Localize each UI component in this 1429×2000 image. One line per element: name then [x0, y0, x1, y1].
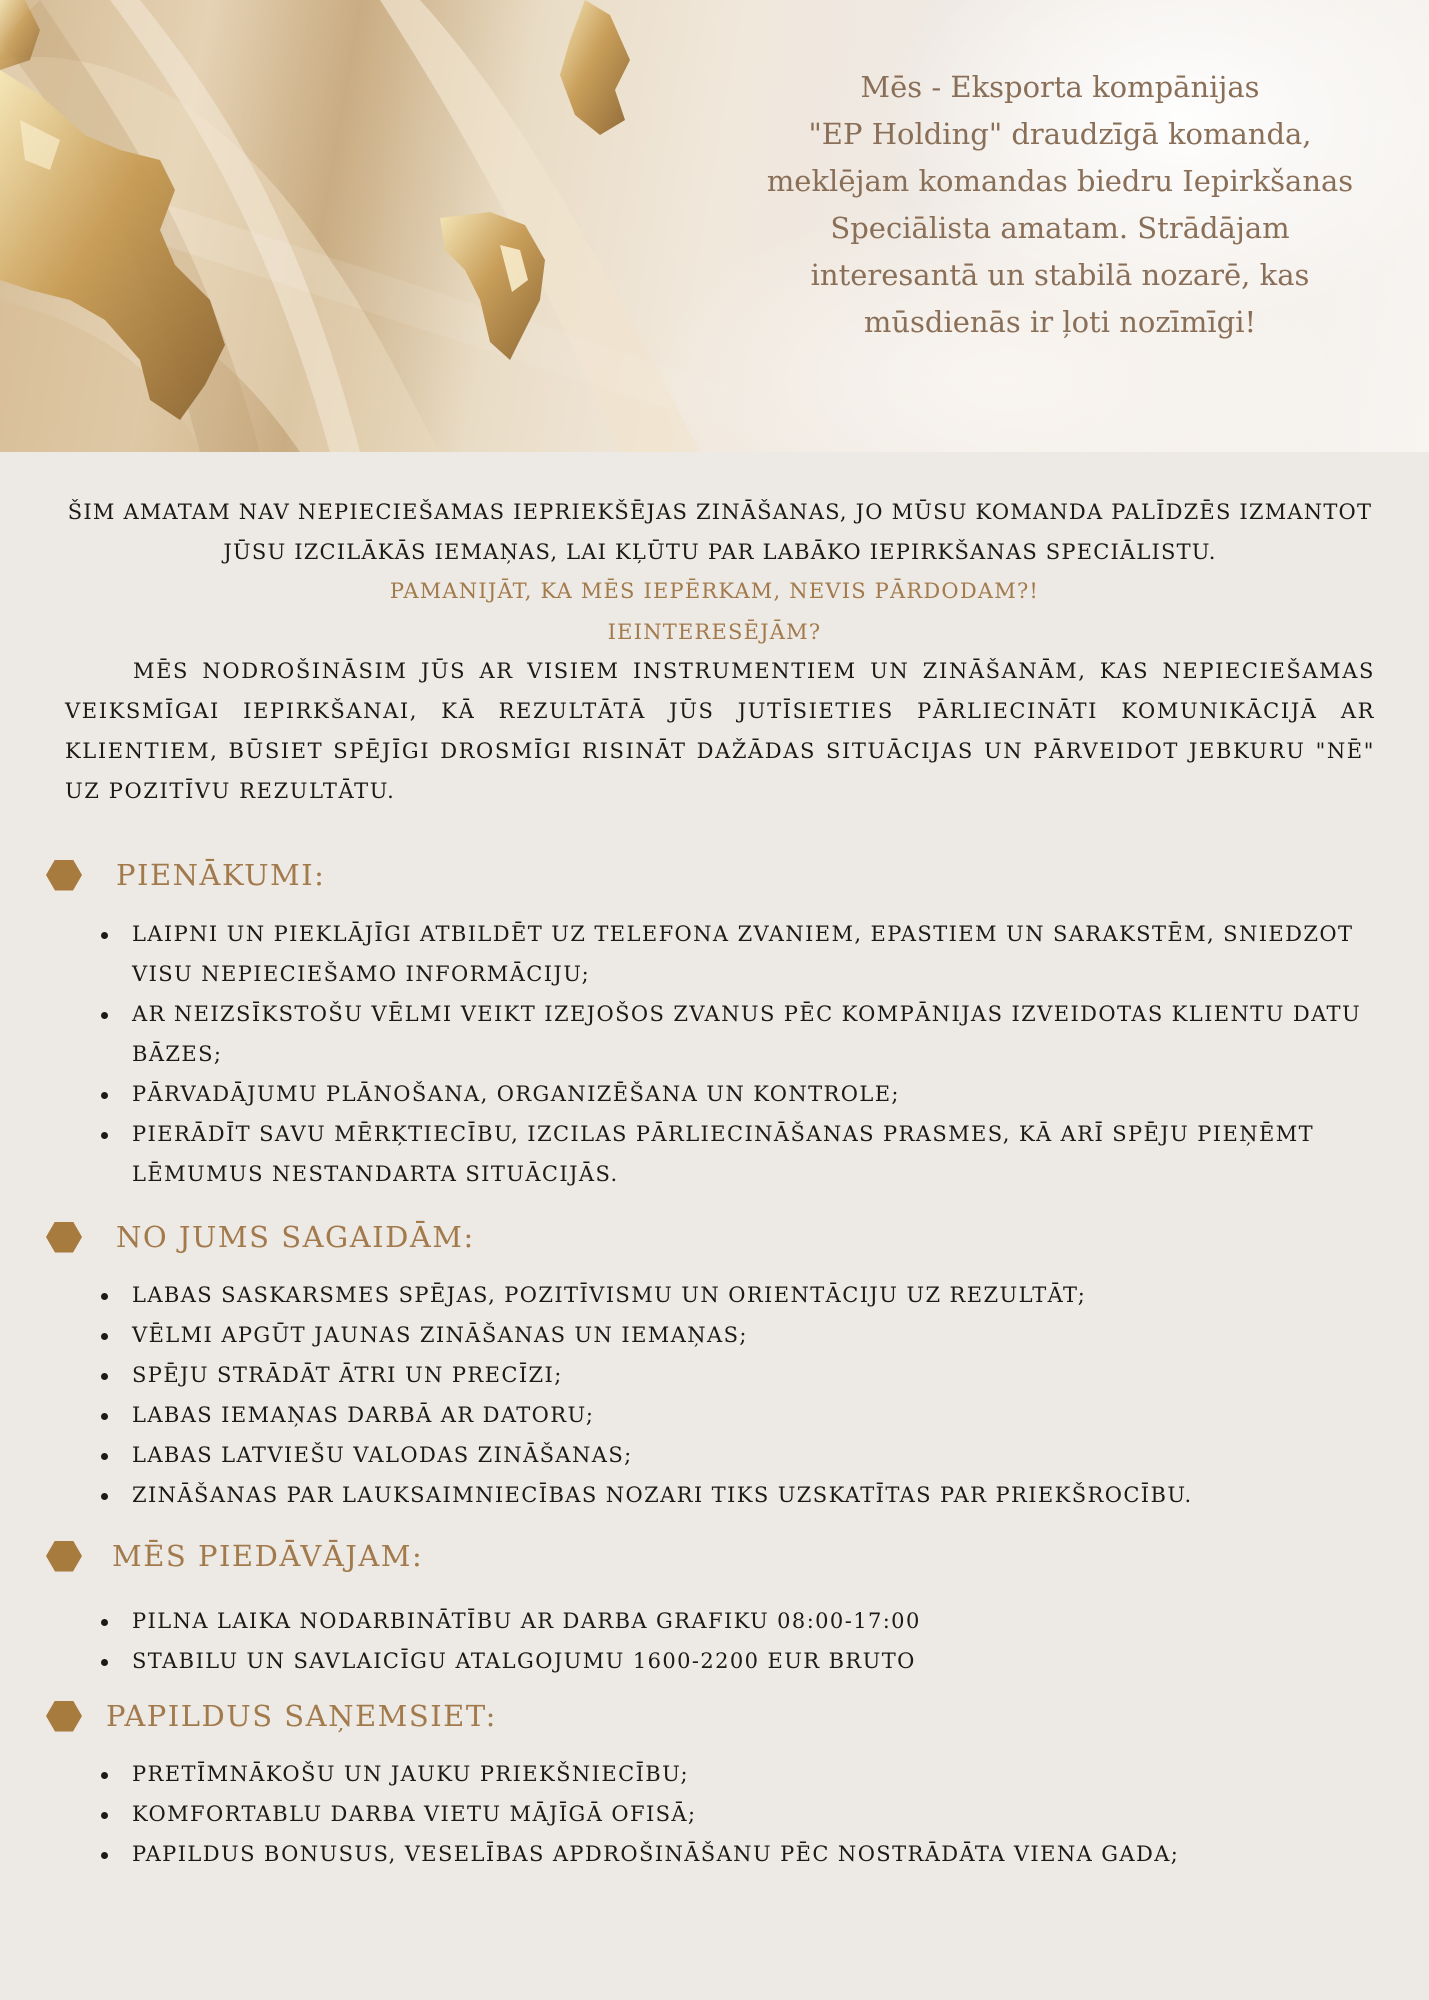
- intro-paragraph: ŠIM AMATAM NAV NEPIECIEŠAMAS IEPRIEKŠĒJAS ZINĀŠANAS, JO MŪSU KOMANDA PALĪDZĒS IZMANTOT JŪSU IZCILĀKĀS IEMAŅAS, LAI KĻŪTU PAR LABĀKO IEPIRKŠANAS SPECIĀLISTU.: [67, 500, 1373, 564]
- list-item: PIERĀDĪT SAVU MĒRĶTIECĪBU, IZCILAS PĀRLIECINĀŠANAS PRASMES, KĀ ARĪ SPĒJU PIEŅĒMT LĒMUMUS NESTANDARTA SITUĀCIJĀS.: [97, 1114, 1377, 1194]
- hero-line: Mēs - Eksporta kompānijas: [860, 70, 1260, 104]
- section-title: PIENĀKUMI:: [116, 858, 326, 892]
- hero-line: interesantā un stabilā nozarē, kas: [810, 258, 1310, 292]
- hexagon-bullet-icon: [46, 1701, 82, 1732]
- hero-line: Speciālista amatam. Strādājam: [830, 211, 1290, 245]
- list-item: LABAS IEMAŅAS DARBĀ AR DATORU;: [97, 1395, 1377, 1435]
- hero-banner: [0, 0, 1429, 452]
- offer-list: [97, 1601, 1377, 1681]
- section-header-expectations: [46, 1220, 475, 1254]
- extras-list: [97, 1754, 1377, 1874]
- hero-intro-text: [720, 64, 1400, 346]
- duties-list: [97, 914, 1377, 1194]
- intro-highlight-interest: IEINTERESĒJĀM?: [607, 620, 822, 644]
- section-header-duties: [46, 858, 325, 892]
- hero-line: "EP Holding" draudzīgā komanda,: [808, 117, 1312, 151]
- hexagon-bullet-icon: [46, 860, 82, 891]
- list-item: ZINĀŠANAS PAR LAUKSAIMNIECĪBAS NOZARI TIKS UZSKATĪTAS PAR PRIEKŠROCĪBU.: [97, 1475, 1377, 1515]
- list-item: AR NEIZSĪKSTOŠU VĒLMI VEIKT IZEJOŠOS ZVANUS PĒC KOMPĀNIJAS IZVEIDOTAS KLIENTU DATU BĀZES;: [97, 994, 1377, 1074]
- hero-line: meklējam komandas biedru Iepirkšanas: [766, 164, 1354, 198]
- hero-line: mūsdienās ir ļoti nozīmīgi!: [863, 305, 1257, 339]
- section-title: PAPILDUS SAŅEMSIET:: [106, 1699, 497, 1733]
- list-item: PAPILDUS BONUSUS, VESELĪBAS APDROŠINĀŠANU PĒC NOSTRĀDĀTA VIENA GADA;: [97, 1834, 1377, 1874]
- expectations-list: [97, 1275, 1377, 1515]
- section-title: NO JUMS SAGAIDĀM:: [116, 1220, 475, 1254]
- list-item: PILNA LAIKA NODARBINĀTĪBU AR DARBA GRAFIKU 08:00-17:00: [97, 1601, 1377, 1641]
- intro-highlight-question: PAMANIJĀT, KA MĒS IEPĒRKAM, NEVIS PĀRDODAM?!: [389, 579, 1040, 603]
- section-header-extras: [46, 1699, 497, 1733]
- list-item: VĒLMI APGŪT JAUNAS ZINĀŠANAS UN IEMAŅAS;: [97, 1315, 1377, 1355]
- section-header-offer: [46, 1539, 423, 1573]
- intro-paragraph-2: MĒS NODROŠINĀSIM JŪS AR VISIEM INSTRUMENTIEM UN ZINĀŠANĀM, KAS NEPIECIEŠAMAS VEIKSMĪGAI IEPIRKŠANAI, KĀ REZULTĀTĀ JŪS JUTĪSIETIES PĀRLIECINĀTI KOMUNIKĀCIJĀ AR KLIENTIEM, BŪSIET SPĒJĪGI DROSMĪGI RISINĀT DAŽĀDAS SITUĀCIJAS UN PĀRVEIDOT JEBKURU "NĒ" UZ POZITĪVU REZULTĀTU.: [65, 659, 1375, 803]
- list-item: LAIPNI UN PIEKLĀJĪGI ATBILDĒT UZ TELEFONA ZVANIEM, EPASTIEM UN SARAKSTĒM, SNIEDZOT VISU NEPIECIEŠAMO INFORMĀCIJU;: [97, 914, 1377, 994]
- section-title: MĒS PIEDĀVĀJAM:: [112, 1539, 424, 1573]
- list-item: PĀRVADĀJUMU PLĀNOŠANA, ORGANIZĒŠANA UN KONTROLE;: [97, 1074, 1377, 1114]
- hexagon-bullet-icon: [46, 1541, 82, 1572]
- list-item: STABILU UN SAVLAICĪGU ATALGOJUMU 1600-2200 EUR BRUTO: [97, 1641, 1377, 1681]
- list-item: LABAS LATVIEŠU VALODAS ZINĀŠANAS;: [97, 1435, 1377, 1475]
- list-item: KOMFORTABLU DARBA VIETU MĀJĪGĀ OFISĀ;: [97, 1794, 1377, 1834]
- list-item: SPĒJU STRĀDĀT ĀTRI UN PRECĪZI;: [97, 1355, 1377, 1395]
- list-item: LABAS SASKARSMES SPĒJAS, POZITĪVISMU UN ORIENTĀCIJU UZ REZULTĀT;: [97, 1275, 1377, 1315]
- list-item: PRETĪMNĀKOŠU UN JAUKU PRIEKŠNIECĪBU;: [97, 1754, 1377, 1794]
- hexagon-bullet-icon: [46, 1222, 82, 1253]
